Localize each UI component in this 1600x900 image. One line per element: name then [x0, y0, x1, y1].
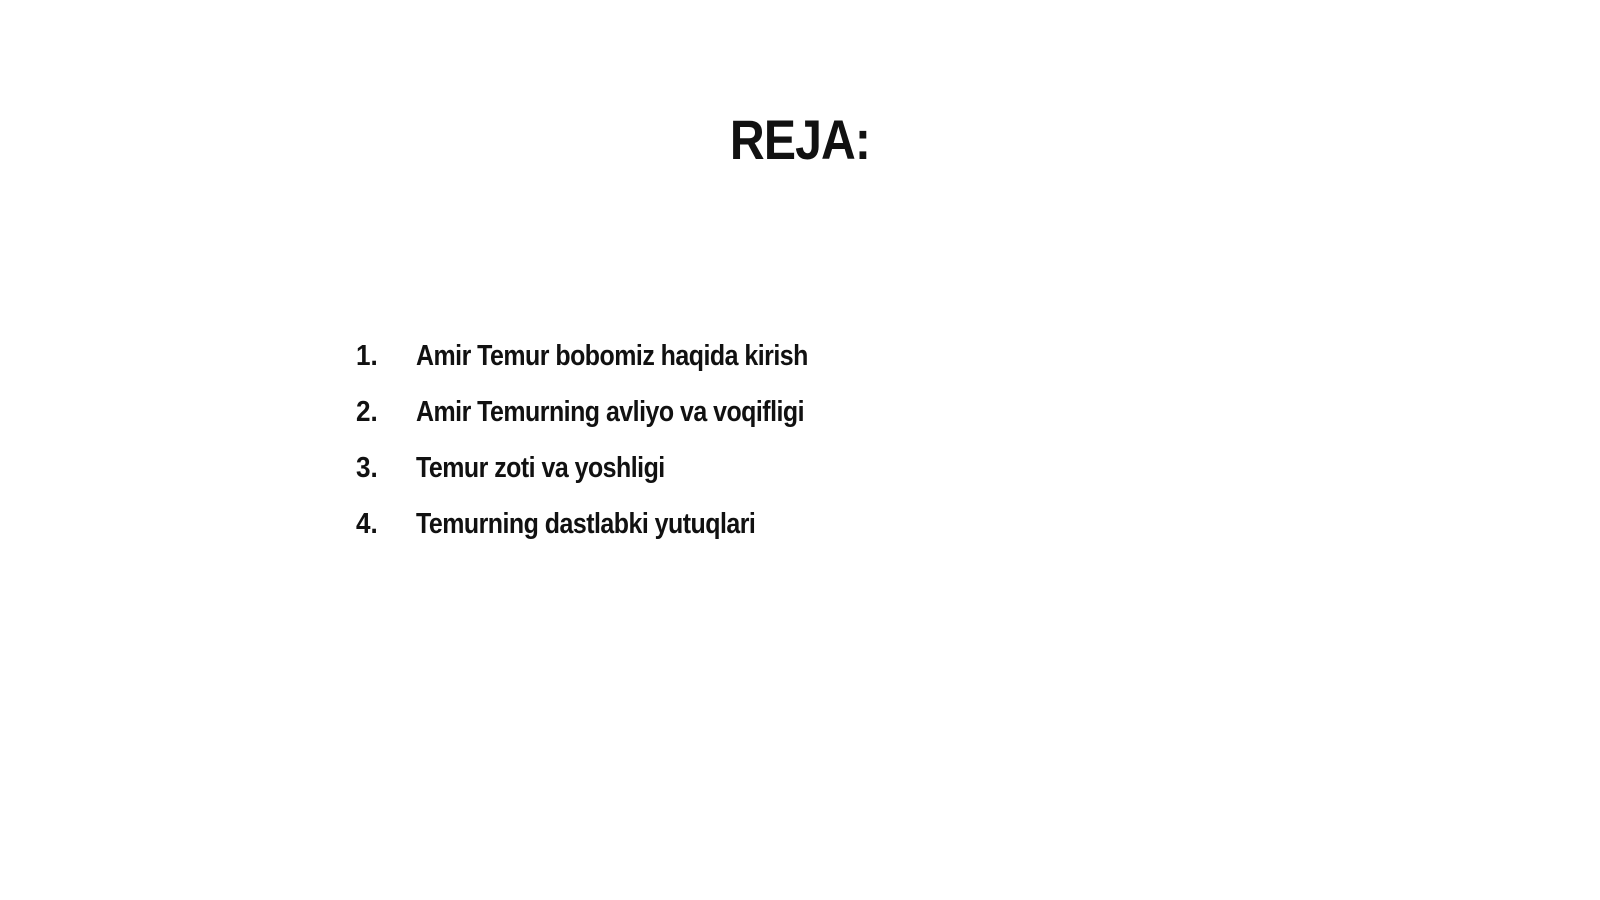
list-item-text: Temur zoti va yoshligi [416, 451, 665, 484]
list-item [356, 440, 872, 496]
list-item-text: Amir Temur bobomiz haqida kirish [416, 339, 808, 372]
list-item-number: 1. [356, 339, 378, 372]
list-item-number: 2. [356, 395, 378, 428]
list-item-text: Amir Temurning avliyo va voqifligi [416, 395, 805, 428]
list-item [356, 328, 872, 384]
list-item-text: Temurning dastlabki yutuqlari [416, 507, 756, 540]
list-item [356, 496, 872, 552]
plan-list [356, 328, 872, 552]
list-item-number: 4. [356, 507, 378, 540]
slide-title: REJA: [729, 108, 871, 171]
list-item-number: 3. [356, 451, 378, 484]
list-item [356, 384, 872, 440]
